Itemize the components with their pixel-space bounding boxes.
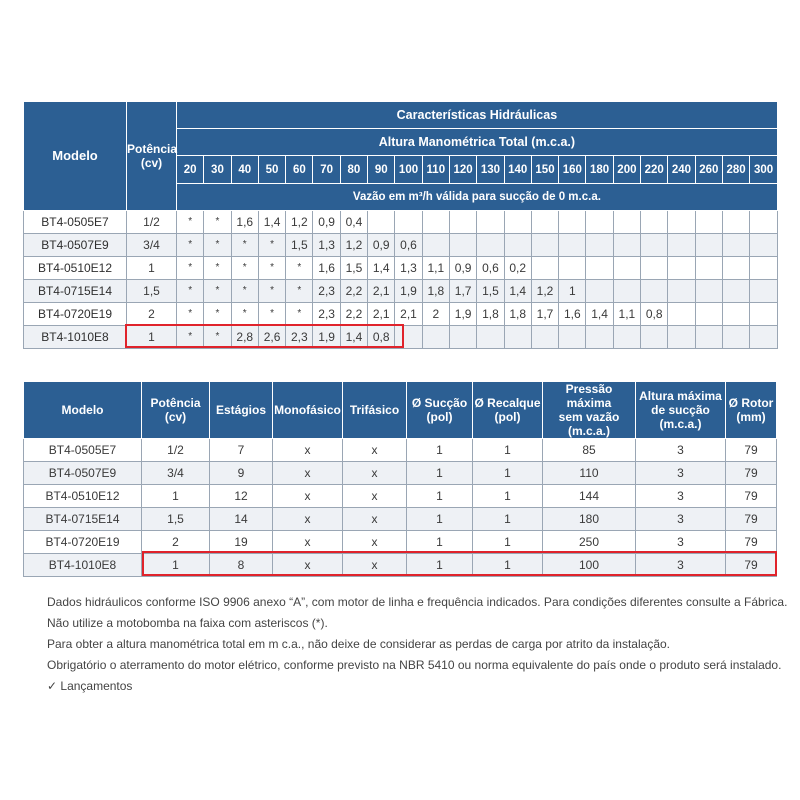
flow-cell: 1,6 <box>559 303 586 326</box>
spec-cell: 1 <box>473 462 543 485</box>
model-cell: BT4-0510E12 <box>24 257 127 280</box>
flow-cell: 2,2 <box>340 303 367 326</box>
spec-header: Pressão máxima sem vazão (m.c.a.) <box>543 382 636 439</box>
flow-cell: 0,9 <box>368 234 395 257</box>
flow-cell: * <box>177 303 204 326</box>
flow-cell <box>695 326 722 349</box>
flow-cell <box>668 280 695 303</box>
model-cell: BT4-0715E14 <box>24 508 142 531</box>
flow-cell: 2,3 <box>313 280 340 303</box>
height-header: 110 <box>422 156 449 184</box>
flow-cell: 1,7 <box>449 280 476 303</box>
col-header-potencia: Potência (cv) <box>127 102 177 211</box>
spec-cell: 1 <box>407 485 473 508</box>
table-title: Características Hidráulicas <box>177 102 778 129</box>
spec-cell: 3/4 <box>142 462 210 485</box>
flow-cell: * <box>204 280 231 303</box>
spec-header: Ø Rotor (mm) <box>726 382 777 439</box>
spec-cell: 1 <box>142 554 210 577</box>
height-header: 150 <box>531 156 558 184</box>
flow-cell <box>695 211 722 234</box>
flow-cell: 0,8 <box>641 303 668 326</box>
flow-cell <box>449 211 476 234</box>
flow-cell <box>668 326 695 349</box>
model-cell: BT4-0505E7 <box>24 211 127 234</box>
spec-header: Estágios <box>210 382 273 439</box>
col-header-modelo: Modelo <box>24 102 127 211</box>
flow-cell: 1,4 <box>586 303 613 326</box>
height-header: 120 <box>449 156 476 184</box>
flow-cell: 2 <box>422 303 449 326</box>
flow-cell <box>613 234 640 257</box>
flow-cell <box>750 326 778 349</box>
height-header: 40 <box>231 156 258 184</box>
flow-cell: * <box>258 303 285 326</box>
flow-cell <box>559 257 586 280</box>
flow-cell <box>750 211 778 234</box>
flow-cell <box>531 326 558 349</box>
spec-cell: x <box>343 508 407 531</box>
flow-cell <box>613 211 640 234</box>
height-header: 160 <box>559 156 586 184</box>
spec-cell: 12 <box>210 485 273 508</box>
flow-cell: 1,4 <box>340 326 367 349</box>
flow-cell: 1,2 <box>340 234 367 257</box>
flow-cell <box>613 280 640 303</box>
spec-cell: x <box>273 554 343 577</box>
flow-cell <box>641 211 668 234</box>
spec-cell: 7 <box>210 439 273 462</box>
note-line: Para obter a altura manométrica total em m c.a., não deixe de considerar as perdas de carga por atrito da instalação. <box>47 637 671 651</box>
spec-cell: x <box>273 462 343 485</box>
flow-cell: 2,1 <box>368 280 395 303</box>
flow-cell: * <box>204 303 231 326</box>
spec-cell: 79 <box>726 462 777 485</box>
flow-cell: 1,9 <box>449 303 476 326</box>
spec-cell: 1 <box>142 485 210 508</box>
hydraulic-table <box>23 101 778 349</box>
spec-cell: x <box>343 439 407 462</box>
flow-cell <box>504 326 531 349</box>
flow-cell <box>695 280 722 303</box>
flow-cell: 1,4 <box>258 211 285 234</box>
spec-cell: x <box>273 531 343 554</box>
flow-cell <box>477 211 504 234</box>
spec-cell: 1 <box>407 531 473 554</box>
spec-cell: 3 <box>636 531 726 554</box>
flow-cell <box>586 326 613 349</box>
power-cell: 2 <box>127 303 177 326</box>
spec-cell: 1,5 <box>142 508 210 531</box>
flow-cell: * <box>204 326 231 349</box>
spec-cell: 1/2 <box>142 439 210 462</box>
spec-cell: 1 <box>473 439 543 462</box>
flow-cell <box>613 326 640 349</box>
flow-cell <box>395 211 422 234</box>
flow-cell <box>641 257 668 280</box>
flow-cell: 1 <box>559 280 586 303</box>
flow-cell: 1,8 <box>504 303 531 326</box>
table-row <box>24 554 777 577</box>
note-line: Dados hidráulicos conforme ISO 9906 anexo “A”, com motor de linha e frequência indicados. Para condições diferentes consulte a Fábrica. <box>47 595 788 609</box>
table-row <box>24 211 778 234</box>
specs-table <box>23 381 777 577</box>
spec-cell: x <box>343 531 407 554</box>
spec-header: Altura máxima de sucção (m.c.a.) <box>636 382 726 439</box>
height-header: 30 <box>204 156 231 184</box>
flow-cell: 1,5 <box>286 234 313 257</box>
height-header: 300 <box>750 156 778 184</box>
flow-cell <box>722 234 749 257</box>
flow-cell <box>531 257 558 280</box>
spec-cell: 14 <box>210 508 273 531</box>
launches-note: ✓ Lançamentos <box>47 679 133 693</box>
table-row <box>24 508 777 531</box>
flow-cell <box>668 303 695 326</box>
flow-cell: * <box>231 257 258 280</box>
flow-cell <box>750 234 778 257</box>
flow-cell: 1,2 <box>286 211 313 234</box>
flow-cell <box>422 234 449 257</box>
flow-cell: * <box>258 257 285 280</box>
flow-cell <box>695 257 722 280</box>
spec-cell: 3 <box>636 485 726 508</box>
flow-cell: 0,6 <box>395 234 422 257</box>
model-cell: BT4-0720E19 <box>24 531 142 554</box>
model-cell: BT4-0507E9 <box>24 234 127 257</box>
table-row <box>24 257 778 280</box>
spec-cell: x <box>273 485 343 508</box>
flow-cell: * <box>231 280 258 303</box>
flow-cell: 2,3 <box>286 326 313 349</box>
flow-cell: 1,4 <box>504 280 531 303</box>
flow-cell: 1,5 <box>340 257 367 280</box>
spec-cell: 110 <box>543 462 636 485</box>
note-line: Obrigatório o aterramento do motor elétrico, conforme previsto na NBR 5410 ou norma equivalente do país onde o produto será instalado. <box>47 658 782 672</box>
spec-cell: 144 <box>543 485 636 508</box>
flow-cell: * <box>286 280 313 303</box>
flow-cell <box>613 257 640 280</box>
spec-header: Trifásico <box>343 382 407 439</box>
flow-cell: 0,9 <box>313 211 340 234</box>
flow-cell <box>695 303 722 326</box>
model-cell: BT4-0720E19 <box>24 303 127 326</box>
flow-cell: 0,4 <box>340 211 367 234</box>
spec-cell: 3 <box>636 554 726 577</box>
flow-cell: * <box>177 257 204 280</box>
spec-header: Monofásico <box>273 382 343 439</box>
flow-cell: 2,8 <box>231 326 258 349</box>
note-line: Não utilize a motobomba na faixa com asteriscos (*). <box>47 616 328 630</box>
flow-cell <box>559 211 586 234</box>
spec-cell: 79 <box>726 554 777 577</box>
flow-cell: 1,3 <box>313 234 340 257</box>
flow-cell: * <box>204 234 231 257</box>
flow-cell: 2,6 <box>258 326 285 349</box>
flow-cell <box>422 326 449 349</box>
height-header: 140 <box>504 156 531 184</box>
spec-cell: x <box>273 439 343 462</box>
model-cell: BT4-1010E8 <box>24 326 127 349</box>
height-header: 50 <box>258 156 285 184</box>
flow-cell: * <box>177 234 204 257</box>
flow-cell: 1,2 <box>531 280 558 303</box>
flow-cell <box>586 257 613 280</box>
model-cell: BT4-0507E9 <box>24 462 142 485</box>
table-row <box>24 303 778 326</box>
table-row <box>24 531 777 554</box>
flow-cell: 0,9 <box>449 257 476 280</box>
spec-cell: 1 <box>473 531 543 554</box>
flow-cell: 0,6 <box>477 257 504 280</box>
table-row <box>24 280 778 303</box>
table-row <box>24 485 777 508</box>
flow-cell: * <box>286 303 313 326</box>
flow-cell <box>477 234 504 257</box>
flow-label: Vazão em m³/h válida para sucção de 0 m.c.a. <box>177 184 778 211</box>
height-header: 80 <box>340 156 367 184</box>
spec-cell: 8 <box>210 554 273 577</box>
flow-cell: 1,1 <box>422 257 449 280</box>
flow-cell: * <box>231 234 258 257</box>
flow-cell: 2,1 <box>395 303 422 326</box>
flow-cell: 2,2 <box>340 280 367 303</box>
spec-cell: 3 <box>636 439 726 462</box>
spec-cell: 85 <box>543 439 636 462</box>
flow-cell <box>559 326 586 349</box>
spec-cell: 79 <box>726 485 777 508</box>
height-header: 220 <box>641 156 668 184</box>
flow-cell: 1,8 <box>422 280 449 303</box>
model-cell: BT4-0505E7 <box>24 439 142 462</box>
height-header: 100 <box>395 156 422 184</box>
spec-header: Modelo <box>24 382 142 439</box>
spec-cell: 3 <box>636 462 726 485</box>
model-cell: BT4-0510E12 <box>24 485 142 508</box>
flow-cell <box>722 303 749 326</box>
height-header: 70 <box>313 156 340 184</box>
flow-cell <box>586 234 613 257</box>
model-cell: BT4-1010E8 <box>24 554 142 577</box>
flow-cell: * <box>231 303 258 326</box>
height-header: 180 <box>586 156 613 184</box>
spec-cell: x <box>343 462 407 485</box>
power-cell: 1,5 <box>127 280 177 303</box>
flow-cell: 0,8 <box>368 326 395 349</box>
flow-cell <box>722 280 749 303</box>
flow-cell: * <box>204 211 231 234</box>
spec-cell: 1 <box>407 462 473 485</box>
spec-cell: 19 <box>210 531 273 554</box>
flow-cell <box>586 211 613 234</box>
table-subtitle: Altura Manométrica Total (m.c.a.) <box>177 129 778 156</box>
table-row <box>24 326 778 349</box>
spec-cell: 250 <box>543 531 636 554</box>
flow-cell <box>668 257 695 280</box>
table-row <box>24 462 777 485</box>
flow-cell <box>586 280 613 303</box>
table-row <box>24 234 778 257</box>
flow-cell: * <box>286 257 313 280</box>
notes <box>47 596 787 701</box>
flow-cell <box>504 211 531 234</box>
flow-cell <box>559 234 586 257</box>
flow-cell: * <box>258 280 285 303</box>
flow-cell: 1,9 <box>313 326 340 349</box>
flow-cell <box>422 211 449 234</box>
flow-cell <box>449 234 476 257</box>
height-header: 240 <box>668 156 695 184</box>
flow-cell <box>722 326 749 349</box>
flow-cell <box>668 234 695 257</box>
flow-cell: 1,6 <box>313 257 340 280</box>
flow-cell <box>477 326 504 349</box>
flow-cell <box>641 280 668 303</box>
flow-cell <box>504 234 531 257</box>
flow-cell <box>750 257 778 280</box>
flow-cell: 2,1 <box>368 303 395 326</box>
spec-cell: 1 <box>407 439 473 462</box>
flow-cell <box>750 280 778 303</box>
height-header: 200 <box>613 156 640 184</box>
spec-cell: 180 <box>543 508 636 531</box>
flow-cell: * <box>177 211 204 234</box>
spec-cell: x <box>273 508 343 531</box>
flow-cell <box>641 234 668 257</box>
flow-cell: * <box>204 257 231 280</box>
spec-cell: 1 <box>473 485 543 508</box>
flow-cell: 1,3 <box>395 257 422 280</box>
flow-cell: 1,9 <box>395 280 422 303</box>
flow-cell: * <box>177 280 204 303</box>
height-header: 20 <box>177 156 204 184</box>
flow-cell: 1,7 <box>531 303 558 326</box>
flow-cell <box>531 211 558 234</box>
flow-cell <box>368 211 395 234</box>
power-cell: 1 <box>127 326 177 349</box>
height-header: 260 <box>695 156 722 184</box>
flow-cell: 1,6 <box>231 211 258 234</box>
spec-header: Potência (cv) <box>142 382 210 439</box>
spec-cell: 9 <box>210 462 273 485</box>
spec-cell: 2 <box>142 531 210 554</box>
spec-cell: 79 <box>726 439 777 462</box>
spec-cell: x <box>343 485 407 508</box>
spec-cell: 79 <box>726 531 777 554</box>
height-header: 60 <box>286 156 313 184</box>
spec-cell: 1 <box>407 508 473 531</box>
flow-cell: 2,3 <box>313 303 340 326</box>
spec-header: Ø Recalque (pol) <box>473 382 543 439</box>
height-header: 130 <box>477 156 504 184</box>
flow-cell: 1,5 <box>477 280 504 303</box>
flow-cell <box>668 211 695 234</box>
flow-cell <box>531 234 558 257</box>
table-row <box>24 439 777 462</box>
spec-cell: 1 <box>473 554 543 577</box>
flow-cell <box>722 257 749 280</box>
height-header: 280 <box>722 156 749 184</box>
spec-cell: 1 <box>407 554 473 577</box>
model-cell: BT4-0715E14 <box>24 280 127 303</box>
flow-cell <box>641 326 668 349</box>
spec-cell: 100 <box>543 554 636 577</box>
flow-cell: 1,8 <box>477 303 504 326</box>
flow-cell <box>395 326 422 349</box>
flow-cell: 1,1 <box>613 303 640 326</box>
flow-cell <box>722 211 749 234</box>
spec-cell: 1 <box>473 508 543 531</box>
flow-cell: 0,2 <box>504 257 531 280</box>
spec-cell: 79 <box>726 508 777 531</box>
spec-cell: 3 <box>636 508 726 531</box>
flow-cell <box>695 234 722 257</box>
flow-cell <box>750 303 778 326</box>
height-header: 90 <box>368 156 395 184</box>
power-cell: 1 <box>127 257 177 280</box>
power-cell: 3/4 <box>127 234 177 257</box>
flow-cell: * <box>258 234 285 257</box>
spec-cell: x <box>343 554 407 577</box>
spec-header: Ø Sucção (pol) <box>407 382 473 439</box>
power-cell: 1/2 <box>127 211 177 234</box>
flow-cell: * <box>177 326 204 349</box>
flow-cell: 1,4 <box>368 257 395 280</box>
flow-cell <box>449 326 476 349</box>
